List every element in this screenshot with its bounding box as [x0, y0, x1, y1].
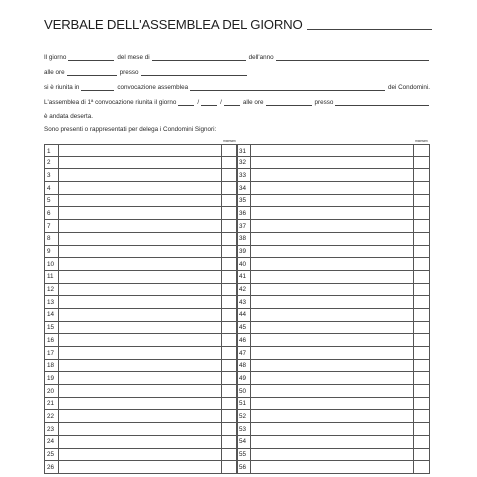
name-cell-divider [250, 461, 251, 473]
name-cell-divider [250, 360, 251, 372]
row-number: 19 [47, 374, 55, 382]
name-cell-divider [250, 233, 251, 245]
table-row[interactable] [236, 284, 430, 297]
millesimi-cell-divider [413, 334, 414, 346]
millesimi-cell-divider [221, 258, 222, 270]
table-row[interactable] [236, 410, 430, 423]
row-number: 23 [47, 425, 55, 433]
millesimi-cell-divider [413, 436, 414, 448]
millesimi-cell-divider [413, 220, 414, 232]
table-row[interactable] [44, 258, 238, 271]
table-row[interactable] [44, 423, 238, 436]
row-number: 51 [239, 400, 247, 408]
millesimi-cell-divider [221, 182, 222, 194]
prima-mese-blank[interactable] [201, 98, 217, 106]
row-number: 8 [47, 235, 51, 243]
convocazione-blank[interactable] [81, 83, 114, 91]
row-number: 34 [239, 184, 247, 192]
table-row[interactable] [236, 207, 430, 220]
millesimi-cell-divider [413, 423, 414, 435]
table-row[interactable] [44, 169, 238, 182]
table-row[interactable] [44, 246, 238, 259]
name-cell-divider [58, 284, 59, 296]
table-row[interactable] [44, 334, 238, 347]
table-row[interactable] [44, 436, 238, 449]
table-row[interactable] [236, 169, 430, 182]
prima-anno-blank[interactable] [224, 98, 240, 106]
name-cell-divider [58, 220, 59, 232]
table-row[interactable] [236, 322, 430, 335]
name-cell-divider [250, 372, 251, 384]
attendees-column-left [44, 140, 238, 474]
line-deserta [44, 109, 432, 120]
millesimi-cell-divider [221, 449, 222, 461]
millesimi-cell-divider [221, 461, 222, 473]
millesimi-cell-divider [221, 284, 222, 296]
table-row[interactable] [44, 195, 238, 208]
row-number: 13 [47, 298, 55, 306]
name-cell-divider [250, 258, 251, 270]
line-riunita [44, 80, 432, 91]
attendees-table [44, 140, 433, 477]
table-row[interactable] [236, 258, 430, 271]
millesimi-cell-divider [413, 145, 414, 156]
label-riunita: si è riunita in [44, 84, 80, 91]
millesimi-cell-divider [413, 309, 414, 321]
millesimi-cell-divider [221, 233, 222, 245]
name-cell-divider [250, 284, 251, 296]
millesimi-cell-divider [413, 372, 414, 384]
label-presso: presso [119, 69, 139, 76]
label-prima-convocazione: L'assemblea di 1ª convocazione riunita il giorno [44, 99, 177, 106]
table-row[interactable] [236, 461, 430, 474]
millesimi-cell-divider [413, 258, 414, 270]
name-cell-divider [58, 423, 59, 435]
millesimi-cell-divider [221, 309, 222, 321]
name-cell-divider [250, 220, 251, 232]
row-number: 1 [47, 147, 51, 155]
name-cell-divider [58, 258, 59, 270]
table-row[interactable] [236, 220, 430, 233]
table-row[interactable] [44, 233, 238, 246]
name-cell-divider [250, 436, 251, 448]
name-cell-divider [250, 449, 251, 461]
millesimi-cell-divider [413, 296, 414, 308]
millesimi-cell-divider [413, 169, 414, 181]
row-number: 43 [239, 298, 247, 306]
millesimi-cell-divider [221, 360, 222, 372]
row-number: 42 [239, 286, 247, 294]
document-title: VERBALE DELL'ASSEMBLEA DEL GIORNO [44, 17, 303, 32]
assemblea-blank[interactable] [190, 83, 385, 91]
label-prima-ore: alle ore [242, 99, 264, 106]
title-row [44, 16, 432, 32]
name-cell-divider [58, 372, 59, 384]
row-number: 6 [47, 209, 51, 217]
row-number: 12 [47, 286, 55, 294]
table-row[interactable] [236, 309, 430, 322]
line-prima-convocazione [44, 95, 432, 106]
name-cell-divider [250, 246, 251, 258]
name-cell-divider [58, 398, 59, 410]
name-cell-divider [250, 423, 251, 435]
table-row[interactable] [236, 347, 430, 360]
millesimi-cell-divider [413, 157, 414, 169]
row-number: 41 [239, 273, 247, 281]
row-number: 15 [47, 324, 55, 332]
millesimi-cell-divider [221, 385, 222, 397]
table-row[interactable] [236, 372, 430, 385]
table-row[interactable] [44, 182, 238, 195]
table-row[interactable] [236, 436, 430, 449]
millesimi-cell-divider [413, 233, 414, 245]
row-number: 56 [239, 463, 247, 471]
row-number: 4 [47, 184, 51, 192]
name-cell-divider [250, 309, 251, 321]
millesimi-cell-divider [413, 246, 414, 258]
name-cell-divider [250, 157, 251, 169]
name-cell-divider [58, 461, 59, 473]
millesimi-cell-divider [221, 334, 222, 346]
name-cell-divider [250, 182, 251, 194]
row-number: 20 [47, 387, 55, 395]
row-number: 55 [239, 451, 247, 458]
date-separator-1: / [197, 99, 200, 106]
name-cell-divider [250, 145, 251, 156]
table-row[interactable] [236, 144, 430, 157]
anno-blank[interactable] [276, 53, 429, 61]
table-row[interactable] [44, 461, 238, 474]
name-cell-divider [250, 322, 251, 334]
table-row[interactable] [44, 271, 238, 284]
label-presenti: Sono presenti o rappresentati per delega i Condomini Signori: [44, 126, 217, 133]
millesimi-cell-divider [413, 449, 414, 461]
table-row[interactable] [236, 334, 430, 347]
name-cell-divider [250, 334, 251, 346]
row-number: 33 [239, 171, 247, 179]
row-number: 10 [47, 260, 55, 268]
label-condomini: dei Condomini. [387, 84, 430, 91]
table-row[interactable] [44, 207, 238, 220]
name-cell-divider [250, 410, 251, 422]
millesimi-cell-divider [413, 322, 414, 334]
millesimi-cell-divider [221, 169, 222, 181]
name-cell-divider [58, 449, 59, 461]
millesimi-cell-divider [413, 182, 414, 194]
table-row[interactable] [236, 182, 430, 195]
row-number: 31 [239, 147, 247, 155]
row-number: 50 [239, 387, 247, 395]
prima-presso-blank[interactable] [335, 98, 429, 106]
table-row[interactable] [44, 410, 238, 423]
millesimi-cell-divider [221, 195, 222, 207]
line-giorno [44, 50, 432, 61]
row-number: 25 [47, 451, 55, 458]
name-cell-divider [58, 271, 59, 283]
label-prima-presso: presso [314, 99, 334, 106]
millesimi-cell-divider [413, 385, 414, 397]
row-number: 40 [239, 260, 247, 268]
label-mese: del mese di [117, 54, 150, 61]
millesimi-label-left: millesimi [223, 140, 236, 143]
table-row[interactable] [236, 360, 430, 373]
table-row[interactable] [236, 423, 430, 436]
millesimi-cell-divider [413, 398, 414, 410]
millesimi-cell-divider [413, 461, 414, 473]
millesimi-cell-divider [413, 195, 414, 207]
millesimi-cell-divider [221, 296, 222, 308]
table-row[interactable] [44, 372, 238, 385]
name-cell-divider [58, 322, 59, 334]
name-cell-divider [250, 347, 251, 359]
row-number: 11 [47, 273, 54, 281]
millesimi-cell-divider [221, 246, 222, 258]
prima-giorno-blank[interactable] [178, 98, 194, 106]
name-cell-divider [250, 207, 251, 219]
table-row[interactable] [236, 398, 430, 411]
line-ore [44, 65, 432, 76]
millesimi-cell-divider [413, 207, 414, 219]
attendees-column-right [236, 140, 430, 474]
name-cell-divider [58, 145, 59, 156]
name-cell-divider [58, 347, 59, 359]
row-number: 3 [47, 171, 51, 179]
millesimi-cell-divider [413, 347, 414, 359]
row-number: 38 [239, 235, 247, 243]
table-row[interactable] [44, 157, 238, 170]
table-row[interactable] [44, 347, 238, 360]
name-cell-divider [250, 296, 251, 308]
row-number: 21 [47, 400, 55, 408]
millesimi-cell-divider [221, 322, 222, 334]
row-number: 54 [239, 438, 247, 446]
name-cell-divider [250, 271, 251, 283]
table-row[interactable] [44, 220, 238, 233]
row-number: 32 [239, 159, 247, 167]
name-cell-divider [250, 385, 251, 397]
ore-blank[interactable] [67, 68, 117, 76]
millesimi-cell-divider [221, 372, 222, 384]
row-number: 35 [239, 197, 247, 205]
name-cell-divider [58, 296, 59, 308]
label-ore: alle ore [44, 69, 65, 76]
label-giorno: Il giorno [44, 54, 67, 61]
millesimi-cell-divider [221, 436, 222, 448]
row-number: 48 [239, 362, 247, 370]
name-cell-divider [58, 182, 59, 194]
row-number: 47 [239, 349, 247, 357]
table-row[interactable] [236, 157, 430, 170]
millesimi-label-right: millesimi [415, 140, 428, 143]
presso-blank[interactable] [141, 68, 247, 76]
row-number: 52 [239, 412, 247, 420]
table-row[interactable] [44, 309, 238, 322]
table-row[interactable] [44, 284, 238, 297]
table-row[interactable] [236, 246, 430, 259]
table-row[interactable] [44, 296, 238, 309]
name-cell-divider [250, 169, 251, 181]
row-number: 45 [239, 324, 247, 332]
name-cell-divider [58, 233, 59, 245]
millesimi-cell-divider [221, 220, 222, 232]
millesimi-cell-divider [413, 410, 414, 422]
prima-ore-blank[interactable] [266, 98, 312, 106]
row-number: 14 [47, 311, 55, 319]
row-number: 16 [47, 336, 55, 344]
row-number: 7 [47, 222, 51, 230]
row-number: 26 [47, 463, 55, 471]
row-number: 18 [47, 362, 55, 370]
row-number: 2 [47, 159, 51, 167]
name-cell-divider [58, 309, 59, 321]
name-cell-divider [58, 246, 59, 258]
row-number: 53 [239, 425, 247, 433]
row-number: 46 [239, 336, 247, 344]
name-cell-divider [58, 334, 59, 346]
name-cell-divider [250, 398, 251, 410]
millesimi-cell-divider [221, 207, 222, 219]
millesimi-cell-divider [221, 145, 222, 156]
millesimi-cell-divider [221, 423, 222, 435]
name-cell-divider [250, 195, 251, 207]
name-cell-divider [58, 157, 59, 169]
mese-blank[interactable] [152, 53, 246, 61]
row-number: 37 [239, 222, 247, 230]
millesimi-cell-divider [413, 284, 414, 296]
millesimi-cell-divider [221, 410, 222, 422]
row-number: 39 [239, 248, 247, 255]
table-row[interactable] [44, 398, 238, 411]
label-anno: dell'anno [248, 54, 274, 61]
table-row[interactable] [236, 449, 430, 462]
millesimi-cell-divider [221, 271, 222, 283]
row-number: 24 [47, 438, 55, 446]
row-number: 22 [47, 412, 55, 420]
label-deserta: è andata deserta. [44, 113, 94, 120]
table-row[interactable] [44, 449, 238, 462]
name-cell-divider [58, 169, 59, 181]
table-row[interactable] [44, 385, 238, 398]
row-number: 44 [239, 311, 247, 319]
row-number: 36 [239, 209, 247, 217]
name-cell-divider [58, 195, 59, 207]
millesimi-cell-divider [413, 360, 414, 372]
line-presenti [44, 122, 432, 133]
row-number: 17 [47, 349, 55, 357]
name-cell-divider [58, 385, 59, 397]
table-row[interactable] [44, 360, 238, 373]
giorno-blank[interactable] [68, 53, 114, 61]
table-row[interactable] [236, 296, 430, 309]
millesimi-cell-divider [221, 157, 222, 169]
table-row[interactable] [236, 195, 430, 208]
table-row[interactable] [236, 385, 430, 398]
row-number: 5 [47, 197, 51, 205]
label-convocazione: convocazione assemblea [117, 84, 189, 91]
row-number: 49 [239, 374, 247, 382]
name-cell-divider [58, 207, 59, 219]
table-row[interactable] [44, 322, 238, 335]
row-number: 9 [47, 248, 51, 255]
millesimi-cell-divider [413, 271, 414, 283]
table-row[interactable] [236, 233, 430, 246]
name-cell-divider [58, 410, 59, 422]
title-date-blank[interactable] [307, 28, 432, 30]
millesimi-cell-divider [221, 398, 222, 410]
date-separator-2: / [220, 99, 222, 106]
name-cell-divider [58, 436, 59, 448]
millesimi-cell-divider [221, 347, 222, 359]
table-row[interactable] [44, 144, 238, 157]
name-cell-divider [58, 360, 59, 372]
table-row[interactable] [236, 271, 430, 284]
